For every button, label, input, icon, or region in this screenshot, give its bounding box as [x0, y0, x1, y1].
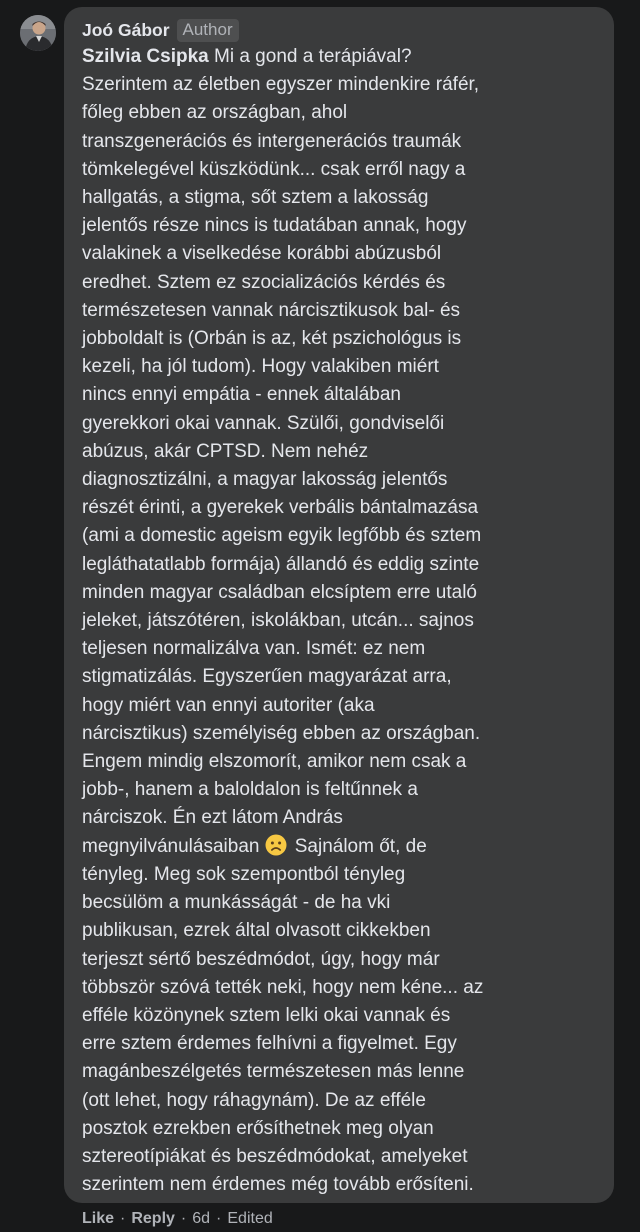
comment-line: magánbeszélgetés természetesen más lenne: [82, 1061, 465, 1083]
comment-line: transzgenerációs és intergenerációs traumák: [82, 130, 462, 152]
comment-line: efféle közönynek sztem lelki okai vannak és: [82, 1004, 451, 1026]
comment-line: jelentős része nincs is tudatában annak, hogy: [82, 215, 467, 237]
author-avatar[interactable]: [20, 15, 56, 51]
frowning-face-emoji-icon: [265, 834, 287, 856]
comment-line: nincs ennyi empátia - ennek általában: [82, 384, 401, 406]
reply-button[interactable]: Reply: [131, 1210, 175, 1227]
comment-line: [82, 833, 600, 861]
separator-dot: ·: [120, 1210, 126, 1227]
comment-line-text: Sajnálom őt, de: [289, 835, 427, 857]
comment-line: (ami a domestic ageism egyik legfőbb és sztem: [82, 525, 482, 547]
comment-line: valakinek a viselkedése korábbi abúzusból: [82, 243, 442, 265]
comment-line: erre sztem érdemes felhívni a figyelmet. Egy: [82, 1033, 457, 1055]
comment-line: minden magyar családban elcsíptem erre utaló: [82, 581, 477, 603]
edited-label[interactable]: Edited: [227, 1210, 273, 1227]
comment-bubble: [64, 7, 614, 1203]
separator-dot: ·: [180, 1210, 187, 1227]
comment-line: teljesen normalizálva van. Ismét: ez nem: [82, 638, 426, 660]
comment-line: jobboldalt is (Orbán is az, két pszichológus is: [82, 328, 462, 350]
comment-line: Engem mindig elszomorít, amikor nem csak a: [82, 751, 467, 773]
comment-line: [82, 43, 600, 71]
comment-actions: [82, 1208, 273, 1230]
comment-line: szerintem nem érdemes még tovább erősíteni.: [82, 1174, 474, 1196]
like-button[interactable]: Like: [82, 1210, 115, 1227]
comment-line: Szerintem az életben egyszer mindenkire ráfér,: [82, 74, 480, 96]
comment-line-text: megnyilvánulásaiban: [82, 835, 260, 857]
comment-line: stigmatizálás. Egyszerűen magyarázat arra,: [82, 666, 452, 688]
comment-line: nárciszok. Én ezt látom András: [82, 807, 343, 829]
comment-line: sztereotípiákat és beszédmódokat, amelyeket: [82, 1145, 468, 1167]
comment-line: hallgatás, a stigma, sőt sztem a lakosság: [82, 187, 429, 209]
comment-timestamp[interactable]: 6d: [192, 1210, 211, 1227]
comment-lines-block: [82, 861, 600, 1199]
comment-line: főleg ebben az országban, ahol: [82, 102, 348, 124]
comment-line: legláthatatlabb formája) állandó és eddig szinte: [82, 553, 480, 575]
comment-line: nárcisztikus) személyiség ebben az országban.: [82, 722, 481, 744]
comment-header: [82, 17, 600, 43]
avatar-photo-icon: [20, 15, 56, 51]
separator-dot: ·: [216, 1210, 222, 1227]
comment-line: terjeszt sértő beszédmódot, úgy, hogy már: [82, 948, 440, 970]
comment-line: (ott lehet, hogy ráhagynám). De az efféle: [82, 1089, 426, 1111]
comment-line: publikusan, ezrek által olvasott cikkekben: [82, 920, 431, 942]
comment-line: jeleket, játszótéren, iskolákban, utcán... sajnos: [82, 610, 474, 632]
comment-line: abúzus, akár CPTSD. Nem nehéz: [82, 440, 369, 462]
comment-line: jobb-, hanem a baloldalon is feltűnnek a: [82, 779, 418, 801]
comment-line: diagnosztizálni, a magyar lakosság jelentős: [82, 469, 448, 491]
author-badge: Author: [177, 19, 239, 42]
comment-line: gyerekkori okai vannak. Szülői, gondviselői: [82, 412, 445, 434]
comment-line: eredhet. Sztem ez szocializációs kérdés és: [82, 271, 446, 293]
mention-link[interactable]: Szilvia Csipka: [82, 46, 209, 67]
author-name[interactable]: Joó Gábor: [82, 19, 170, 40]
comment-line: hogy miért van ennyi autoriter (aka: [82, 694, 375, 716]
comment-lines-block: [82, 71, 600, 832]
comment-line: tömkelegével küszködünk... csak erről nagy a: [82, 158, 466, 180]
comment-line: tényleg. Meg sok szempontból tényleg: [82, 863, 406, 885]
comment-line: többször szóvá tették neki, hogy nem kéne... az: [82, 976, 484, 998]
comment-line-text: Mi a gond a terápiával?: [208, 46, 412, 67]
comment-line: posztok ezrekben erősíthetnek meg olyan: [82, 1117, 434, 1139]
comment-line: kezeli, ha jól tudom). Hogy valakiben miért: [82, 356, 439, 378]
comment-line: természetesen vannak nárcisztikusok bal- és: [82, 299, 461, 321]
comment-line: részét érinti, a gyerekek verbális bántalmazása: [82, 497, 479, 519]
comment-text: [82, 43, 600, 1199]
comment-line: becsülöm a munkásságát - de ha vki: [82, 892, 391, 914]
